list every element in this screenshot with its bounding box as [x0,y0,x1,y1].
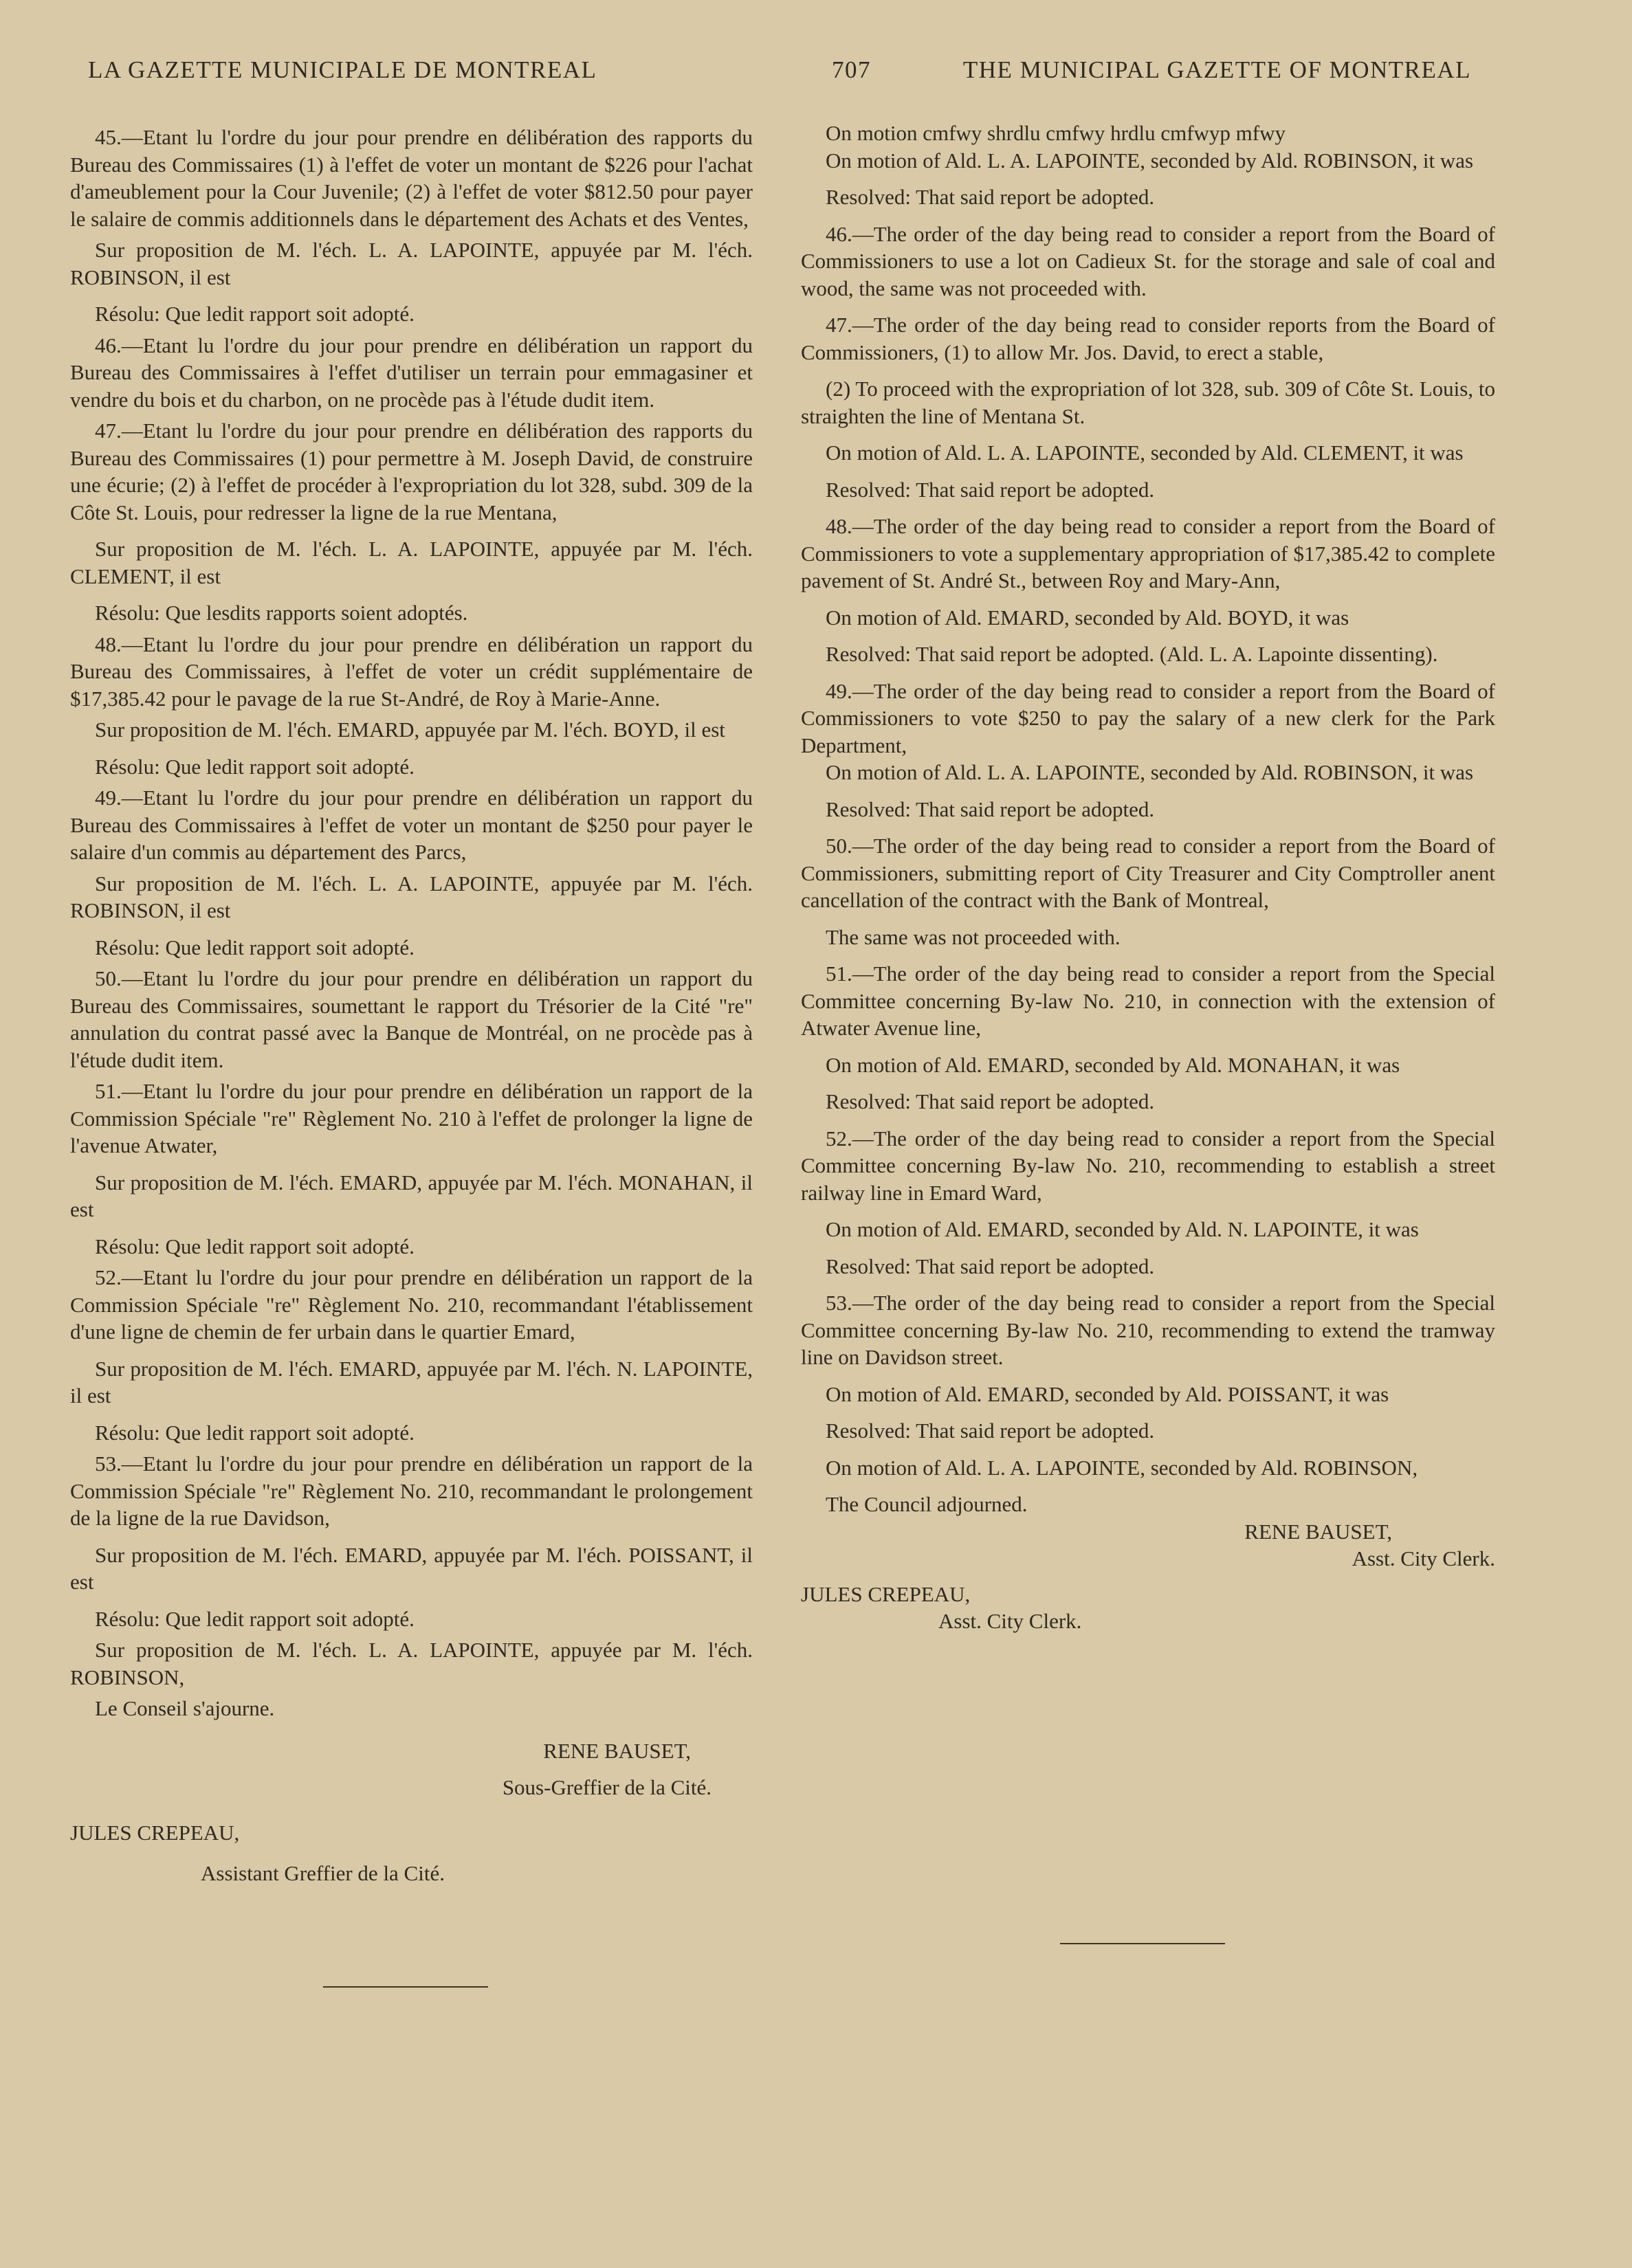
header-french-title: LA GAZETTE MUNICIPALE DE MONTREAL [88,56,597,83]
paragraph: Sur proposition de M. l'éch. L. A. LAPOINTE, appuyée par M. l'éch. ROBINSON, il est [70,871,753,922]
signature-title: Asst. City Clerk. [938,1609,1082,1633]
paragraph: 53.—Etant lu l'ordre du jour pour prendre en délibération un rapport de la Commission Spéciale "re" Règlement No. 210, recommandant le prolongement de la ligne de la rue Davidson, [70,1452,753,1530]
paragraph: Resolved: That said report be adopted. (Ald. L. A. Lapointe dissenting). [826,642,1438,666]
signature-name: RENE BAUSET, [1244,1519,1392,1544]
paragraph: On motion cmfwy shrdlu cmfwy hrdlu cmfwyp mfwy [826,121,1286,145]
paragraph: 47.—The order of the day being read to consider reports from the Board of Commissioners, (1) to allow Mr. Jos. David, to erect a stable, [801,313,1495,364]
paragraph: 50.—Etant lu l'ordre du jour pour prendre en délibération un rapport du Bureau des Commissaires, soumettant le rapport du Trésorier de la Cité "re" annulation du contrat passé avec la Banque de Montréal, on ne procède pas à l'étude dudit item. [70,966,753,1072]
signature-title: Assistant Greffier de la Cité. [201,1861,445,1885]
paragraph: Sur proposition de M. l'éch. EMARD, appuyée par M. l'éch. MONAHAN, il est [70,1170,753,1221]
paragraph: 46.—The order of the day being read to consider a report from the Board of Commissioners to use a lot on Cadieux St. for the storage and sale of coal and wood, the same was not proceeded with. [801,221,1495,300]
paragraph: 51.—The order of the day being read to consider a report from the Special Committee concerning By-law No. 210, in connection with the extension of Atwater Avenue line, [801,961,1495,1040]
signature-title: Sous-Greffier de la Cité. [502,1775,712,1799]
english-column [801,120,1495,1635]
paragraph: Résolu: Que lesdits rapports soient adoptés. [95,601,468,625]
paragraph: Resolved: That said report be adopted. [826,797,1155,821]
paragraph: 45.—Etant lu l'ordre du jour pour prendre en délibération des rapports du Bureau des Commissaires (1) à l'effet de voter un montant de $226 pour l'achat d'ameublement pour la Cour Juvenile; (2) à l'effet de voter $812.50 pour payer le salaire de commis additionnels dans le département des Achats et des Ventes, [70,125,753,231]
paragraph: The Council adjourned. [826,1492,1028,1516]
paragraph: Résolu: Que ledit rapport soit adopté. [95,1606,415,1631]
paragraph: 48.—Etant lu l'ordre du jour pour prendre en délibération un rapport du Bureau des Commissaires, à l'effet de voter un crédit supplémentaire de $17,385.42 pour le pavage de la rue St-André, de Roy à Marie-Anne. [70,632,753,711]
paragraph: Résolu: Que ledit rapport soit adopté. [95,1420,415,1445]
paragraph: On motion of Ald. L. A. LAPOINTE, seconded by Ald. ROBINSON, it was [826,760,1474,784]
paragraph: Sur proposition de M. l'éch. EMARD, appuyée par M. l'éch. N. LAPOINTE, il est [70,1356,753,1408]
paragraph: 52.—The order of the day being read to consider a report from the Special Committee concerning By-law No. 210, recommending to establish a street railway line in Emard Ward, [801,1126,1495,1205]
page-header [82,56,1471,91]
paragraph: On motion of Ald. L. A. LAPOINTE, seconded by Ald. ROBINSON, it was [826,148,1474,173]
paragraph: Sur proposition de M. l'éch. EMARD, appuyée par M. l'éch. BOYD, il est [95,718,725,742]
paragraph: Le Conseil s'ajourne. [95,1696,275,1720]
paragraph: 50.—The order of the day being read to consider a report from the Board of Commissioners, submitting report of City Treasurer and City Comptroller anent cancellation of the contract with the Bank of Montreal, [801,834,1495,912]
signature-name: RENE BAUSET, [543,1738,691,1763]
paragraph: Resolved: That said report be adopted. [826,1089,1155,1113]
paragraph: Résolu: Que ledit rapport soit adopté. [95,754,415,779]
signature-title: Asst. City Clerk. [1352,1546,1495,1570]
paragraph: 51.—Etant lu l'ordre du jour pour prendre en délibération un rapport de la Commission Spéciale "re" Règlement No. 210 à l'effet de prolonger la ligne de l'avenue Atwater, [70,1079,753,1157]
paragraph: Sur proposition de M. l'éch. L. A. LAPOINTE, appuyée par M. l'éch. CLEMENT, il est [70,537,753,588]
paragraph: 46.—Etant lu l'ordre du jour pour prendre en délibération un rapport du Bureau des Commissaires à l'effet d'utiliser un terrain pour emmagasiner et vendre du bois et du charbon, on ne procède pas à l'étude dudit item. [70,333,753,412]
french-column [70,120,753,1887]
signature-name: JULES CREPEAU, [801,1581,971,1606]
paragraph: On motion of Ald. L. A. LAPOINTE, seconded by Ald. CLEMENT, it was [826,441,1464,465]
signature-name: JULES CREPEAU, [70,1820,240,1845]
paragraph: Resolved: That said report be adopted. [826,477,1155,502]
paragraph: Sur proposition de M. l'éch. EMARD, appuyée par M. l'éch. POISSANT, il est [70,1542,753,1594]
paragraph: Sur proposition de M. l'éch. L. A. LAPOINTE, appuyée par M. l'éch. ROBINSON, [70,1638,753,1689]
paragraph: On motion of Ald. L. A. LAPOINTE, seconded by Ald. ROBINSON, [826,1455,1418,1480]
page-number: 707 [832,56,871,83]
header-english-title: THE MUNICIPAL GAZETTE OF MONTREAL [962,56,1471,83]
end-rule-right [1060,1943,1225,1944]
paragraph: 48.—The order of the day being read to consider a report from the Board of Commissioners to vote a supplementary appropriation of $17,385.42 to complete pavement of St. André St., between Roy and Mary-Ann, [801,514,1495,592]
paragraph: 47.—Etant lu l'ordre du jour pour prendre en délibération des rapports du Bureau des Commissaires (1) pour permettre à M. Joseph David, de construire une écurie; (2) à l'effet de procéder à l'expropriation du lot 328, subd. 309 de la Côte St. Louis, pour redresser la ligne de la rue Mentana, [70,419,753,524]
paragraph: Resolved: That said report be adopted. [826,1254,1155,1278]
paragraph: 53.—The order of the day being read to consider a report from the Special Committee concerning By-law No. 210, recommending to extend the tramway line on Davidson street. [801,1291,1495,1369]
paragraph: On motion of Ald. EMARD, seconded by Ald. N. LAPOINTE, it was [826,1217,1419,1241]
paragraph: 52.—Etant lu l'ordre du jour pour prendre en délibération un rapport de la Commission Spéciale "re" Règlement No. 210, recommandant l'établissement d'une ligne de chemin de fer urbain dans le quartier Emard, [70,1265,753,1344]
paragraph: Resolved: That said report be adopted. [826,1419,1155,1443]
paragraph: On motion of Ald. EMARD, seconded by Ald. MONAHAN, it was [826,1052,1400,1077]
paragraph: Sur proposition de M. l'éch. L. A. LAPOINTE, appuyée par M. l'éch. ROBINSON, il est [70,238,753,289]
paragraph: On motion of Ald. EMARD, seconded by Ald. BOYD, it was [826,605,1349,630]
paragraph: On motion of Ald. EMARD, seconded by Ald. POISSANT, it was [826,1381,1389,1406]
paragraph: Résolu: Que ledit rapport soit adopté. [95,1234,415,1258]
paragraph: 49.—Etant lu l'ordre du jour pour prendre en délibération un rapport du Bureau des Commissaires à l'effet de voter un montant de $250 pour payer le salaire d'un commis au département des Parcs, [70,786,753,864]
paragraph: (2) To proceed with the expropriation of lot 328, sub. 309 of Côte St. Louis, to straighten the line of Mentana St. [801,377,1495,428]
paragraph: The same was not proceeded with. [826,924,1121,949]
end-rule-left [323,1986,488,1988]
paragraph: Resolved: That said report be adopted. [826,185,1155,209]
paragraph: 49.—The order of the day being read to consider a report from the Board of Commissioners to vote $250 to pay the salary of a new clerk for the Park Department, [801,678,1495,757]
paragraph: Résolu: Que ledit rapport soit adopté. [95,302,415,326]
paragraph: Résolu: Que ledit rapport soit adopté. [95,935,415,959]
